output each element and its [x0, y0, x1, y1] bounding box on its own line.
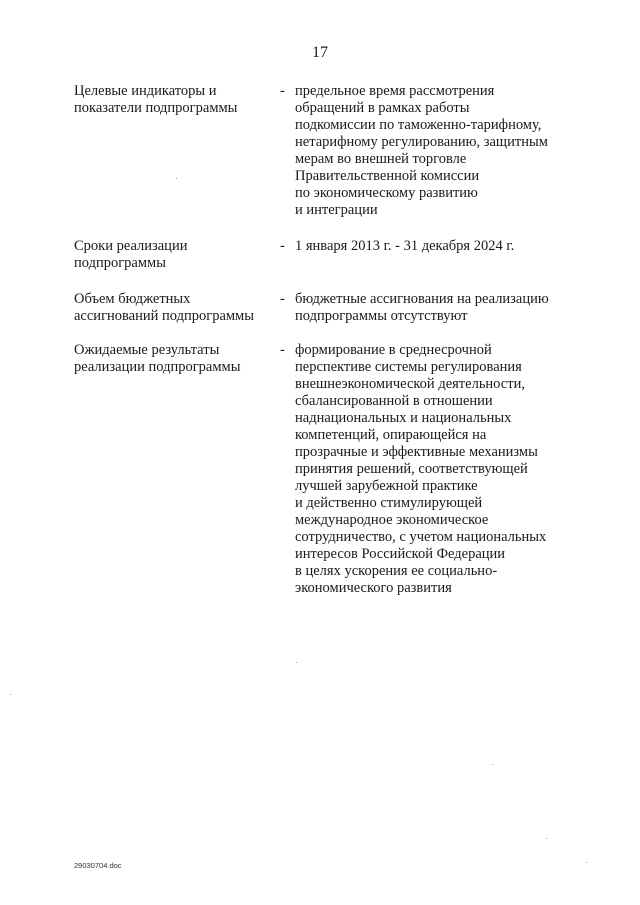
value-line: сбалансированной в отношении — [295, 393, 493, 409]
scan-speck — [176, 178, 177, 179]
row-dash: - — [280, 291, 285, 307]
value-line: наднациональных и национальных — [295, 410, 512, 426]
label-line: ассигнований подпрограммы — [74, 308, 254, 324]
scan-speck — [10, 694, 11, 695]
label-line: реализации подпрограммы — [74, 359, 241, 375]
value-line: лучшей зарубежной практике — [295, 478, 478, 494]
value-line: нетарифному регулированию, защитным — [295, 134, 548, 150]
value-line: обращений в рамках работы — [295, 100, 470, 116]
row-value — [295, 342, 615, 597]
label-line: Объем бюджетных — [74, 291, 191, 307]
value-line: предельное время рассмотрения — [295, 83, 495, 99]
value-line: мерам во внешней торговле — [295, 151, 467, 167]
page-number: 17 — [312, 44, 328, 61]
row-dash: - — [280, 238, 285, 254]
row-value — [295, 83, 615, 219]
value-line: Правительственной комиссии — [295, 168, 480, 184]
value-line: прозрачные и эффективные механизмы — [295, 444, 538, 460]
value-line: интересов Российской Федерации — [295, 546, 506, 562]
row-value — [295, 238, 615, 255]
row-label — [74, 83, 274, 117]
label-line: Целевые индикаторы и — [74, 83, 217, 99]
value-line: подкомиссии по таможенно-тарифному, — [295, 117, 542, 133]
value-line: международное экономическое — [295, 512, 489, 528]
value-line: бюджетные ассигнования на реализацию — [295, 291, 549, 307]
value-line: перспективе системы регулирования — [295, 359, 522, 375]
value-line: и интеграции — [295, 202, 378, 218]
value-line: принятия решений, соответствующей — [295, 461, 528, 477]
label-line: Сроки реализации — [74, 238, 188, 254]
value-line: экономического развития — [295, 580, 452, 596]
row-label — [74, 238, 274, 272]
row-value — [295, 291, 615, 325]
value-line: по экономическому развитию — [295, 185, 478, 201]
value-line: сотрудничество, с учетом национальных — [295, 529, 547, 545]
scan-speck — [296, 662, 297, 663]
scan-speck — [492, 764, 493, 765]
label-line: Ожидаемые результаты — [74, 342, 220, 358]
row-dash: - — [280, 342, 285, 358]
value-line: в целях ускорения ее социально- — [295, 563, 498, 579]
value-line: компетенций, опирающейся на — [295, 427, 487, 443]
value-line: и действенно стимулирующей — [295, 495, 483, 511]
row-label — [74, 342, 274, 376]
value-line: внешнеэкономической деятельности, — [295, 376, 525, 392]
label-line: показатели подпрограммы — [74, 100, 238, 116]
label-line: подпрограммы — [74, 255, 166, 271]
value-line: 1 января 2013 г. - 31 декабря 2024 г. — [295, 238, 515, 254]
value-line: подпрограммы отсутствуют — [295, 308, 468, 324]
scan-speck — [586, 862, 587, 863]
document-filename-footer: 29030704.doc — [74, 861, 122, 870]
row-label — [74, 291, 274, 325]
scan-speck — [546, 838, 547, 839]
row-dash: - — [280, 83, 285, 99]
value-line: формирование в среднесрочной — [295, 342, 492, 358]
